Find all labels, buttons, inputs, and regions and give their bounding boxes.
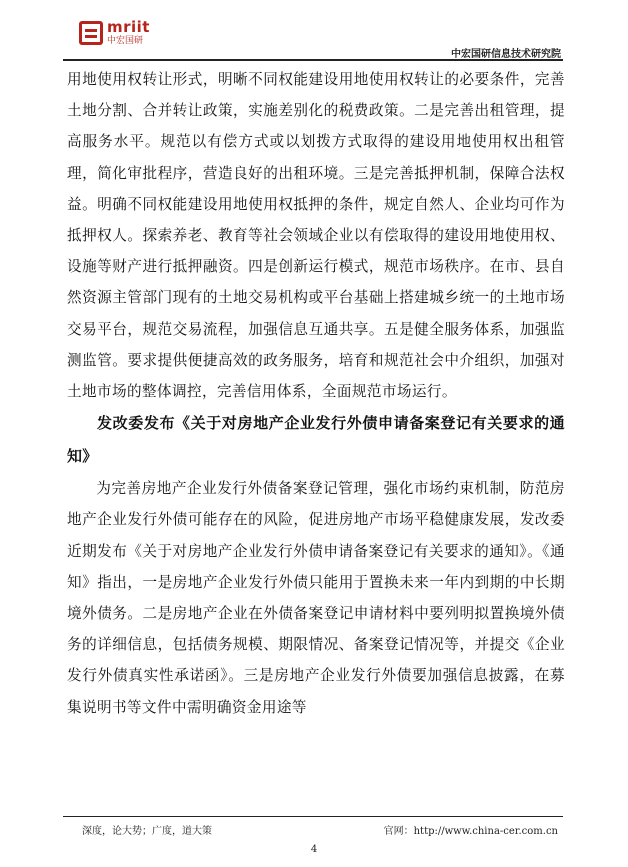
logo bbox=[79, 20, 150, 46]
header-org-name: 中宏国研信息技术研究院 bbox=[451, 49, 561, 60]
section-heading: 发改委发布《关于对房地产企业发行外债申请备案登记有关要求的通知》 bbox=[67, 414, 565, 466]
footer-website: 官网：http://www.china-cer.com.cn bbox=[383, 826, 558, 837]
document-body bbox=[67, 64, 565, 723]
footer-slogan: 深度，论大势；广度，道大策 bbox=[82, 826, 212, 837]
page-header bbox=[0, 0, 628, 62]
body-paragraph-1: 用地使用权转让形式，明晰不同权能建设用地使用权转让的必要条件，完善土地分割、合并转让政策，实施差别化的税费政策。二是完善出租管理，提高服务水平。规范以有偿方式或以划拨方式取得的建设用地使用权出租管理，简化审批程序，营造良好的出租环境。三是完善抵押机制，保障合法权益。明确不同权能建设用地使用权抵押的条件，规定自然人、企业均可作为抵押权人。探索养老、教育等社会领域企业以有偿取得的建设用地使用权、设施等财产进行抵押融资。四是创新运行模式，规范市场秩序。在市、县自然资源主管部门现有的土地交易机构或平台基础上搭建城乡统一的土地市场交易平台，规范交易流程，加强信息互通共享。五是健全服务体系，加强监测监管。要求提供便捷高效的政务服务，培育和规范社会中介组织，加强对土地市场的整体调控，完善信用体系，全面规范市场运行。 bbox=[67, 71, 565, 401]
logo-cn: 中宏国研 bbox=[107, 36, 144, 46]
page-number: 4 bbox=[310, 844, 318, 855]
logo-mark-icon bbox=[79, 21, 103, 45]
logo-en: mriit bbox=[107, 18, 150, 36]
body-paragraph-2: 为完善房地产企业发行外债备案登记管理，强化市场约束机制，防范房地产企业发行外债可能存在的风险，促进房地产市场平稳健康发展，发改委近期发布《关于对房地产企业发行外债申请备案登记有关要求的通知》。《通知》指出，一是房地产企业发行外债只能用于置换未来一年内到期的中长期境外债务。二是房地产企业在外债备案登记申请材料中要列明拟置换境外债务的详细信息，包括债务规模、期限情况、备案登记情况等，并提交《企业发行外债真实性承诺函》。三是房地产企业发行外债要加强信息披露，在募集说明书等文件中需明确资金用途等 bbox=[67, 480, 565, 716]
logo-text bbox=[107, 20, 150, 46]
footer-divider bbox=[63, 816, 563, 817]
header-divider bbox=[63, 59, 563, 61]
